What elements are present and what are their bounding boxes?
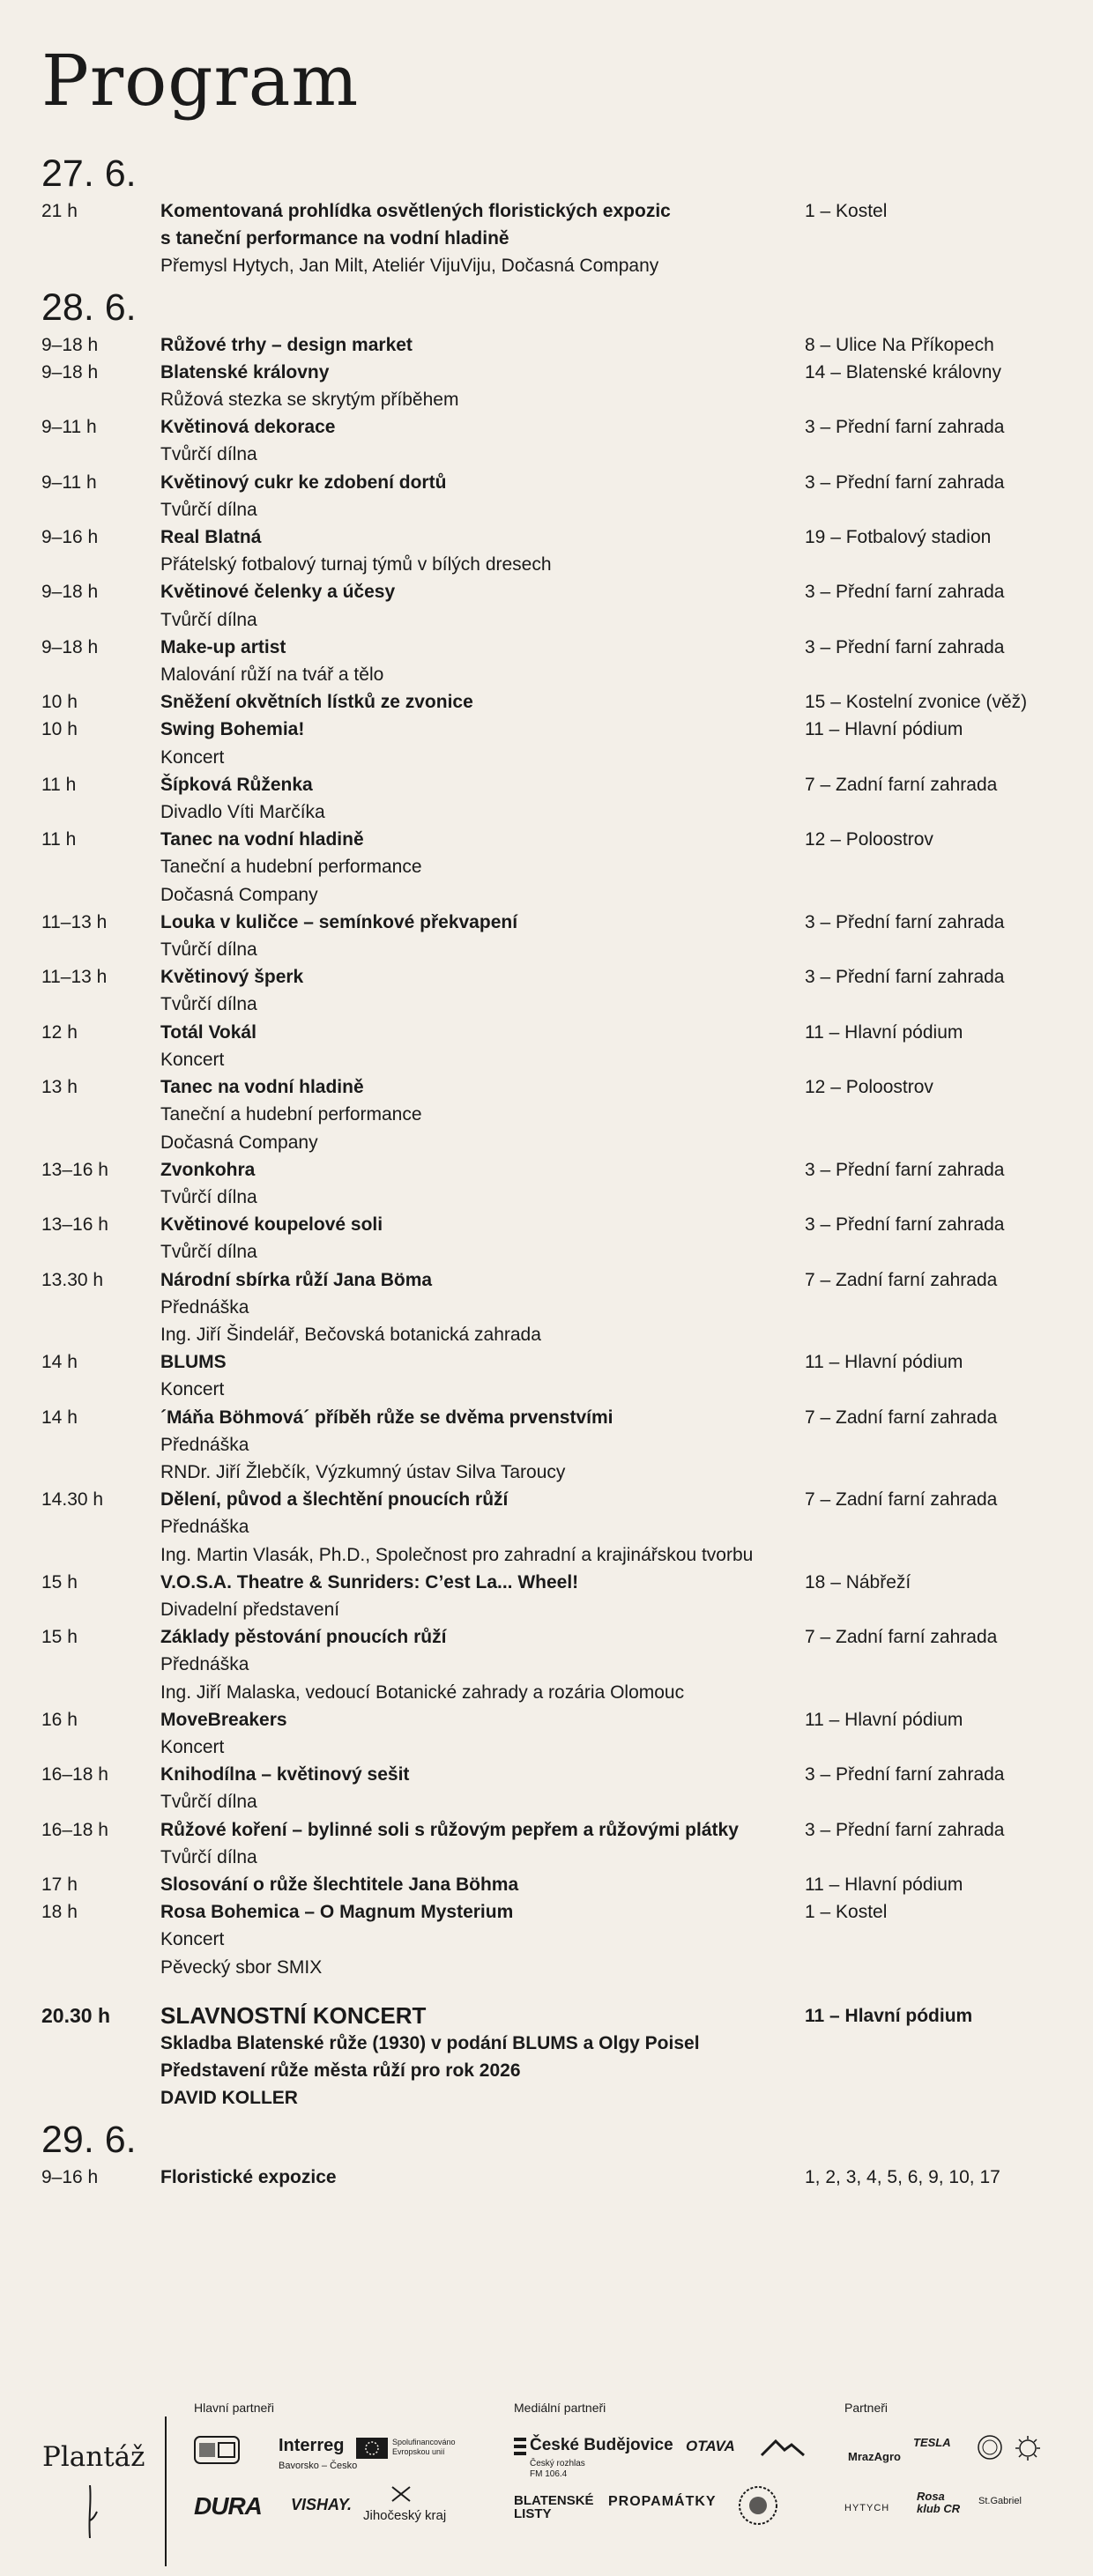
event-place: 3 – Přední farní zahrada — [805, 1819, 1005, 1840]
event-detail: Tvůrčí dílna — [160, 1846, 257, 1867]
blatenske-listy-logo: BLATENSKÉ LISTY — [514, 2493, 594, 2521]
event-time: 16–18 h — [41, 1764, 108, 1785]
event-title: ´Máňa Böhmová´ příběh růže se dvěma prvenstvími — [160, 1407, 613, 1428]
event-title: Růžové trhy – design market — [160, 334, 413, 355]
event-place: 15 – Kostelní zvonice (věž) — [805, 692, 1028, 713]
event-detail: Taneční a hudební performance — [160, 1104, 422, 1125]
tesla-logo: TESLA — [913, 2436, 951, 2449]
event-time: 10 h — [41, 719, 78, 740]
event-detail: RNDr. Jiří Žlebčík, Výzkumný ústav Silva Taroucy — [160, 1461, 566, 1482]
event-row — [41, 1623, 1064, 1706]
day-date: 28. 6. — [41, 286, 137, 329]
event-detail: Tvůrčí dílna — [160, 1242, 257, 1263]
event-detail: Přednáška — [160, 1517, 249, 1538]
event-row — [41, 1348, 1064, 1403]
event-time: 9–16 h — [41, 2166, 99, 2187]
jihocesky-kraj-logo: Jihočeský kraj — [363, 2508, 447, 2523]
event-place: 3 – Přední farní zahrada — [805, 636, 1005, 657]
event-row — [41, 1211, 1064, 1266]
event-title: Louka v kuličce – semínkové překvapení — [160, 911, 518, 932]
event-detail: Koncert — [160, 1049, 225, 1070]
event-place: 7 – Zadní farní zahrada — [805, 774, 998, 795]
event-time: 15 h — [41, 1627, 78, 1648]
day-date: 29. 6. — [41, 2118, 137, 2161]
event-row — [41, 963, 1064, 1018]
event-row — [41, 359, 1064, 413]
event-detail: Přátelský fotbalový turnaj týmů v bílých dresech — [160, 554, 552, 575]
event-body — [160, 1898, 795, 1981]
event-row — [41, 634, 1064, 688]
event-place: 11 – Hlavní pódium — [805, 1874, 963, 1895]
event-time: 21 h — [41, 201, 78, 221]
event-detail: Koncert — [160, 1736, 225, 1757]
eu-flag-icon — [356, 2438, 388, 2459]
event-body — [160, 197, 795, 280]
event-title: Floristické expozice — [160, 2166, 337, 2187]
event-time: 18 h — [41, 1902, 78, 1923]
event-detail: Tvůrčí dílna — [160, 939, 257, 961]
event-time: 15 h — [41, 1571, 78, 1592]
event-row — [41, 523, 1064, 578]
event-row — [41, 826, 1064, 909]
event-time: 9–18 h — [41, 582, 99, 603]
interreg-logo: Interreg — [279, 2436, 345, 2455]
mountain-logo-icon — [758, 2436, 807, 2461]
event-row — [41, 1404, 1064, 1487]
event-row — [41, 1019, 1064, 1073]
event-row — [41, 1706, 1064, 1761]
cesky-rozhlas-logo: Český rozhlas — [530, 2459, 585, 2468]
bavaria-flag-icon — [194, 2436, 240, 2464]
event-title: Totál Vokál — [160, 1021, 257, 1043]
event-row — [41, 1761, 1064, 1815]
event-detail: Tvůrčí dílna — [160, 1792, 257, 1813]
event-detail: Tvůrčí dílna — [160, 1186, 257, 1207]
event-title: Národní sbírka růží Jana Böma — [160, 1269, 433, 1290]
event-body — [160, 1706, 795, 1761]
event-body — [160, 359, 795, 413]
event-body — [160, 1404, 795, 1487]
event-body — [160, 1816, 795, 1871]
main-partners-label: Hlavní partneři — [194, 2401, 275, 2415]
plantaz-logo: Plantáž — [42, 2441, 145, 2473]
event-row — [41, 197, 1064, 280]
event-title: SLAVNOSTNÍ KONCERT — [160, 2001, 427, 2029]
event-row — [41, 1569, 1064, 1623]
event-place: 3 – Přední farní zahrada — [805, 1159, 1005, 1180]
featured-event — [41, 2002, 1064, 2112]
event-time: 11–13 h — [41, 967, 108, 988]
event-title: Květinové koupelové soli — [160, 1214, 383, 1236]
event-body — [160, 963, 795, 1018]
event-time: 11 h — [41, 774, 77, 795]
event-time: 9–18 h — [41, 636, 99, 657]
event-title: Dělení, původ a šlechtění pnoucích růží — [160, 1489, 509, 1511]
event-row — [41, 1898, 1064, 1981]
event-title: Rosa Bohemica – O Magnum Mysterium — [160, 1902, 514, 1923]
event-row — [41, 771, 1064, 826]
event-row — [41, 331, 1064, 359]
event-detail: Tvůrčí dílna — [160, 444, 257, 465]
day-block — [41, 2116, 1064, 2191]
event-place: 18 – Nábřeží — [805, 1571, 911, 1592]
event-body — [160, 1211, 795, 1266]
event-detail: Koncert — [160, 1929, 225, 1950]
event-title: Tanec na vodní hladině — [160, 829, 364, 850]
event-title: Zvonkohra — [160, 1159, 256, 1180]
event-body — [160, 1761, 795, 1815]
event-row — [41, 1486, 1064, 1569]
event-body — [160, 1871, 795, 1898]
event-place: 7 – Zadní farní zahrada — [805, 1407, 998, 1428]
event-body — [160, 688, 795, 716]
event-title: Snĕžení okvětních lístků ze zvonice — [160, 692, 473, 713]
event-place: 3 – Přední farní zahrada — [805, 1764, 1005, 1785]
event-detail: Přednáška — [160, 1296, 249, 1318]
event-row — [41, 578, 1064, 633]
circle-stamp-icon — [736, 2483, 780, 2528]
event-detail: Představení růže města růží pro rok 2026 — [160, 2060, 521, 2082]
event-body — [160, 469, 795, 523]
event-place: 3 – Přední farní zahrada — [805, 471, 1005, 493]
event-detail: Dočasná Company — [160, 1132, 318, 1153]
event-place: 14 – Blatenské královny — [805, 361, 1001, 382]
event-detail: Ing. Martin Vlasák, Ph.D., Společnost pro zahradní a krajinářskou tvorbu — [160, 1544, 754, 1565]
event-time: 13–16 h — [41, 1214, 108, 1236]
event-title: Růžové koření – bylinné soli s růžovým pepřem a růžovými plátky — [160, 1819, 739, 1840]
event-body — [160, 2002, 795, 2112]
event-time: 14.30 h — [41, 1489, 104, 1511]
event-body — [160, 1019, 795, 1073]
event-time: 16 h — [41, 1709, 78, 1730]
media-partners-label: Mediální partneři — [514, 2401, 606, 2415]
event-title: Knihodílna – květinový sešit — [160, 1764, 410, 1785]
event-time: 13.30 h — [41, 1269, 104, 1290]
event-title: V.O.S.A. Theatre & Sunriders: C’est La... Wheel! — [160, 1571, 579, 1592]
event-body — [160, 771, 795, 826]
event-time: 9–11 h — [41, 417, 97, 438]
event-title: Tanec na vodní hladině — [160, 1077, 364, 1098]
event-time: 17 h — [41, 1874, 78, 1895]
event-time: 20.30 h — [41, 2003, 110, 2027]
event-row — [41, 1156, 1064, 1211]
event-row — [41, 469, 1064, 523]
event-detail: Malování růží na tvář a tělo — [160, 664, 384, 686]
event-detail: Ing. Jiří Šindelář, Bečovská botanická zahrada — [160, 1324, 541, 1345]
event-title: Květinový cukr ke zdobení dortů — [160, 471, 447, 493]
event-detail: Přemysl Hytych, Jan Milt, Ateliér VijuViju, Dočasná Company — [160, 256, 659, 277]
event-place: 8 – Ulice Na Příkopech — [805, 334, 994, 355]
propamatky-logo: PROPAMÁTKY — [608, 2494, 717, 2509]
event-place: 3 – Přední farní zahrada — [805, 417, 1005, 438]
event-place: 19 – Fotbalový stadion — [805, 527, 992, 548]
event-body — [160, 634, 795, 688]
event-body — [160, 1073, 795, 1156]
event-time: 9–18 h — [41, 361, 99, 382]
event-time: 9–11 h — [41, 471, 97, 493]
event-detail: DAVID KOLLER — [160, 2088, 298, 2109]
event-title: Slosování o růže šlechtitele Jana Böhma — [160, 1874, 519, 1895]
event-time: 16–18 h — [41, 1819, 108, 1840]
event-title: MoveBreakers — [160, 1709, 287, 1730]
event-time: 14 h — [41, 1352, 78, 1373]
event-body — [160, 578, 795, 633]
footer-divider — [165, 2416, 167, 2566]
event-place: 1, 2, 3, 4, 5, 6, 9, 10, 17 — [805, 2166, 1000, 2187]
event-row — [41, 1266, 1064, 1349]
event-body — [160, 2164, 795, 2191]
event-title: Make-up artist — [160, 636, 286, 657]
event-detail: Tvůrčí dílna — [160, 609, 257, 630]
event-body — [160, 1623, 795, 1706]
partners-label: Partneři — [844, 2401, 889, 2415]
radio-frequency: FM 106.4 — [530, 2469, 568, 2479]
event-body — [160, 909, 795, 963]
event-detail: Tvůrčí dílna — [160, 994, 257, 1015]
event-time: 14 h — [41, 1407, 78, 1428]
event-place: 1 – Kostel — [805, 1902, 888, 1923]
event-time: 10 h — [41, 692, 78, 713]
event-body — [160, 1156, 795, 1211]
event-row — [41, 688, 1064, 716]
mrazagro-logo: MrazAgro — [848, 2450, 901, 2463]
event-place: 12 – Poloostrov — [805, 1077, 933, 1098]
program-schedule — [41, 150, 1064, 2194]
event-detail: Koncert — [160, 1379, 225, 1400]
event-title: Květinový šperk — [160, 967, 304, 988]
ceske-budejovice-logo: České Budějovice — [530, 2436, 673, 2454]
event-body — [160, 1348, 795, 1403]
event-time: 11 h — [41, 829, 77, 850]
dura-logo: DURA — [194, 2492, 262, 2520]
event-time: 9–18 h — [41, 334, 99, 355]
event-place: 11 – Hlavní pódium — [805, 1709, 963, 1730]
event-row — [41, 716, 1064, 770]
event-place: 11 – Hlavní pódium — [805, 1352, 963, 1373]
event-time: 12 h — [41, 1021, 78, 1043]
sun-badge-icon — [1014, 2434, 1042, 2462]
interreg-region: Bavorsko – Česko — [279, 2461, 358, 2471]
event-detail: Růžová stezka se skrytým příběhem — [160, 390, 459, 411]
event-title: Blatenské královny — [160, 361, 330, 382]
event-row — [41, 909, 1064, 963]
rosa-klub-logo: Rosa klub CR — [917, 2490, 961, 2515]
event-body — [160, 523, 795, 578]
event-place: 12 – Poloostrov — [805, 829, 933, 850]
event-place: 11 – Hlavní pódium — [805, 2005, 973, 2026]
event-detail: Divadelní představení — [160, 1599, 340, 1620]
event-detail: Tvůrčí dílna — [160, 499, 257, 520]
event-row — [41, 413, 1064, 468]
round-badge-icon — [977, 2434, 1003, 2461]
event-time: 11–13 h — [41, 911, 108, 932]
event-detail: Přednáška — [160, 1434, 249, 1455]
event-row — [41, 1816, 1064, 1871]
hytych-logo: HYTYCH — [844, 2503, 890, 2513]
event-place: 1 – Kostel — [805, 201, 888, 221]
event-detail: Skladba Blatenské růže (1930) v podání BLUMS a Olgy Poisel — [160, 2033, 700, 2053]
event-title: Základy pěstování pnoucích růží — [160, 1627, 447, 1648]
event-place: 3 – Přední farní zahrada — [805, 1214, 1005, 1236]
event-body — [160, 413, 795, 468]
event-detail: Pěvecký sbor SMIX — [160, 1956, 323, 1978]
event-place: 11 – Hlavní pódium — [805, 1021, 963, 1043]
event-body — [160, 826, 795, 909]
otava-logo: OTAVA — [686, 2438, 735, 2454]
event-title: Komentovaná prohlídka osvětlených floristických expozic — [160, 201, 671, 221]
cb-icon — [514, 2438, 526, 2455]
stem-icon — [81, 2485, 99, 2538]
event-title: BLUMS — [160, 1352, 227, 1373]
vishay-logo: VISHAY. — [291, 2496, 353, 2513]
footer — [0, 2379, 1093, 2576]
event-place: 3 – Přední farní zahrada — [805, 967, 1005, 988]
event-body — [160, 1569, 795, 1623]
event-title: Swing Bohemia! — [160, 719, 305, 740]
event-detail: Ing. Jiří Malaska, vedoucí Botanické zahrady a rozária Olomouc — [160, 1681, 685, 1703]
event-row — [41, 1073, 1064, 1156]
event-place: 3 – Přední farní zahrada — [805, 911, 1005, 932]
event-body — [160, 331, 795, 359]
event-time: 13–16 h — [41, 1159, 108, 1180]
event-title-cont: s taneční performance na vodní hladině — [160, 228, 509, 249]
event-place: 7 – Zadní farní zahrada — [805, 1627, 998, 1648]
event-title: Real Blatná — [160, 527, 262, 548]
event-place: 11 – Hlavní pódium — [805, 719, 963, 740]
page-title: Program — [41, 40, 360, 122]
event-body — [160, 1266, 795, 1349]
event-title: Květinové čelenky a účesy — [160, 582, 396, 603]
event-title: Šípková Růženka — [160, 774, 313, 795]
day-block — [41, 284, 1064, 2112]
event-detail: Přednáška — [160, 1654, 249, 1675]
st-gabriel-logo: St.Gabriel — [978, 2496, 1022, 2506]
event-body — [160, 716, 795, 770]
event-detail: Koncert — [160, 746, 225, 768]
day-date: 27. 6. — [41, 152, 137, 195]
event-row — [41, 2164, 1064, 2191]
event-place: 7 – Zadní farní zahrada — [805, 1269, 998, 1290]
event-detail: Taneční a hudební performance — [160, 857, 422, 878]
jck-crest-icon — [388, 2483, 414, 2505]
event-time: 13 h — [41, 1077, 78, 1098]
event-detail: Divadlo Víti Marčíka — [160, 802, 325, 823]
event-place: 7 – Zadní farní zahrada — [805, 1489, 998, 1511]
event-place: 3 – Přední farní zahrada — [805, 582, 1005, 603]
event-row — [41, 1871, 1064, 1898]
event-time: 9–16 h — [41, 527, 99, 548]
event-title: Květinová dekorace — [160, 417, 336, 438]
event-body — [160, 1486, 795, 1569]
event-detail: Dočasná Company — [160, 884, 318, 905]
day-block — [41, 150, 1064, 280]
eu-text: Spolufinancováno Evropskou unií — [392, 2438, 456, 2456]
